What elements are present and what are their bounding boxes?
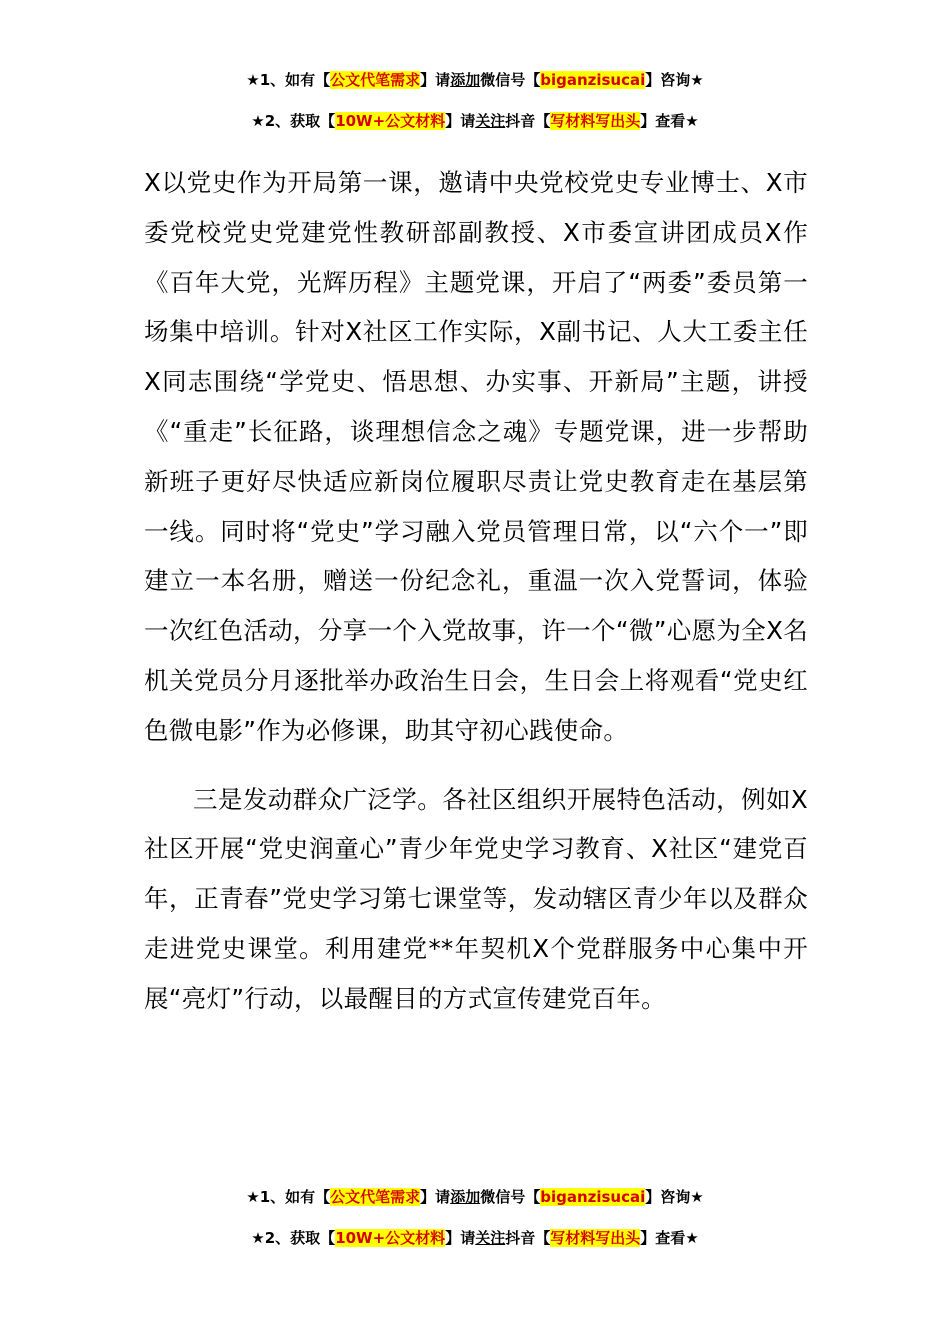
wechat-id: biganzisucai bbox=[540, 1188, 646, 1206]
banner-text: 微信号【 bbox=[480, 71, 541, 89]
banner-text: ★2、获取【 bbox=[251, 1229, 336, 1247]
banner-text: 微信号【 bbox=[480, 1188, 541, 1206]
banner-text: 抖音【 bbox=[505, 112, 551, 130]
underlined-text: 关注 bbox=[475, 1229, 506, 1247]
underlined-text: 添加 bbox=[450, 71, 481, 89]
highlight-text: 10W+公文材料 bbox=[335, 1229, 446, 1247]
promo-banner-line2-bottom bbox=[0, 1228, 950, 1248]
banner-text: ★1、如有【 bbox=[246, 71, 331, 89]
douyin-id: 写材料写出头 bbox=[550, 112, 641, 130]
promo-banner-line2 bbox=[0, 111, 950, 131]
banner-text: 】查看★ bbox=[640, 112, 699, 130]
underlined-text: 添加 bbox=[450, 1188, 481, 1206]
banner-text: ★1、如有【 bbox=[246, 1188, 331, 1206]
highlight-text: 10W+公文材料 bbox=[335, 112, 446, 130]
paragraph: 三是发动群众广泛学。各社区组织开展特色活动，例如X社区开展“党史润童心”青少年党史学习教育、X社区“建党百年，正青春”党史学习第七课堂等，发动辖区青少年以及群众走进党史课堂。利用建党**年契机X个党群服务中心集中开展“亮灯”行动，以最醒目的方式宣传建党百年。 bbox=[144, 784, 808, 1013]
banner-text: 】查看★ bbox=[640, 1229, 699, 1247]
highlight-text: 公文代笔需求 bbox=[330, 71, 421, 89]
document-body bbox=[144, 158, 808, 1024]
banner-text: 抖音【 bbox=[505, 1229, 551, 1247]
banner-text: 】请 bbox=[420, 71, 451, 89]
banner-text: 】请 bbox=[445, 112, 476, 130]
underlined-text: 关注 bbox=[475, 112, 506, 130]
promo-banner-line1 bbox=[0, 70, 950, 90]
banner-text: 】请 bbox=[420, 1188, 451, 1206]
promo-banner-line1-bottom bbox=[0, 1187, 950, 1207]
wechat-id: biganzisucai bbox=[540, 71, 646, 89]
banner-text: ★2、获取【 bbox=[251, 112, 336, 130]
banner-text: 】咨询★ bbox=[645, 71, 704, 89]
banner-text: 】咨询★ bbox=[645, 1188, 704, 1206]
douyin-id: 写材料写出头 bbox=[550, 1229, 641, 1247]
paragraph: X以党史作为开局第一课，邀请中央党校党史专业博士、X市委党校党史党建党性教研部副教授、X市委宣讲团成员X作《百年大党，光辉历程》主题党课，开启了“两委”委员第一场集中培训。针对X社区工作实际，X副书记、人大工委主任X同志围绕“学党史、悟思想、办实事、开新局”主题，讲授《“重走”长征路，谈理想信念之魂》专题党课，进一步帮助新班子更好尽快适应新岗位履职尽责让党史教育走在基层第一线。同时将“党史”学习融入党员管理日常，以“六个一”即建立一本名册，赠送一份纪念礼，重温一次入党誓词，体验一次红色活动，分享一个入党故事，许一个“微”心愿为全X名机关党员分月逐批举办政治生日会，生日会上将观看“党史红色微电影”作为必修课，助其守初心践使命。 bbox=[144, 168, 808, 745]
highlight-text: 公文代笔需求 bbox=[330, 1188, 421, 1206]
banner-text: 】请 bbox=[445, 1229, 476, 1247]
